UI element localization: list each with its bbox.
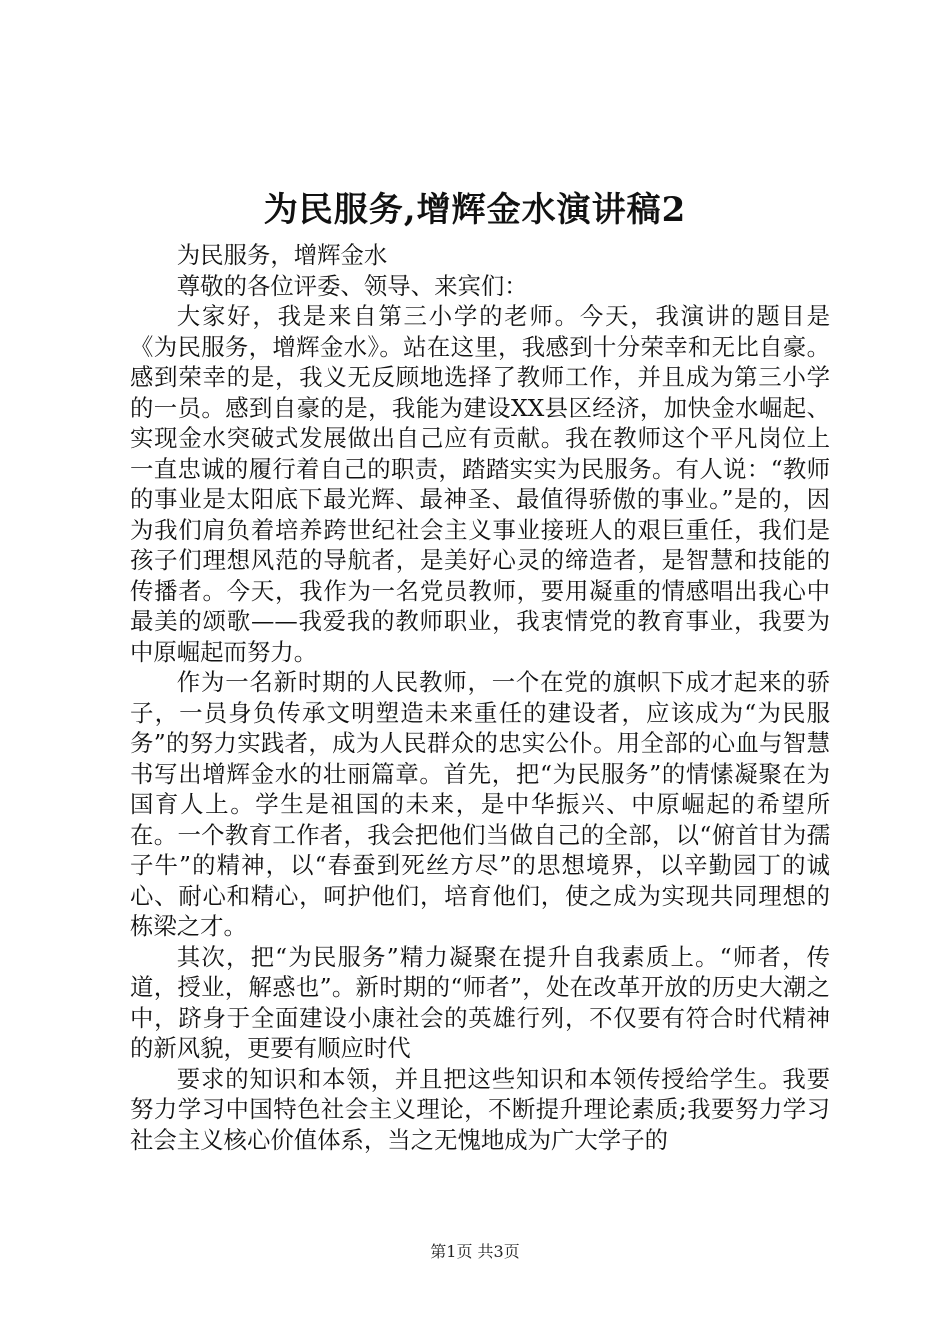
document-body	[130, 240, 830, 1155]
paragraph-2: 作为一名新时期的人民教师，一个在党的旗帜下成才起来的骄子，一员身负传承文明塑造未来重任的建设者，应该成为“为民服务”的努力实践者，成为人民群众的忠实公仆。用全部的心血与智慧书写出增辉金水的壮丽篇章。首先，把“为民服务”的情愫凝聚在为国育人上。学生是祖国的未来，是中华振兴、中原崛起的希望所在。一个教育工作者，我会把他们当做自己的全部，以“俯首甘为孺子牛”的精神，以“春蚕到死丝方尽”的思想境界，以辛勤园丁的诚心、耐心和精心，呵护他们，培育他们，使之成为实现共同理想的栋梁之才。	[130, 668, 830, 940]
paragraph-3: 其次，把“为民服务”精力凝聚在提升自我素质上。“师者，传道，授业，解惑也”。新时期的“师者”，处在改革开放的历史大潮之中，跻身于全面建设小康社会的英雄行列，不仅要有符合时代精神的新风貌，更要有顺应时代	[130, 942, 830, 1062]
paragraph-salutation: 尊敬的各位评委、领导、来宾们：	[176, 271, 528, 300]
paragraph-subtitle: 为民服务，增辉金水	[176, 241, 388, 269]
page-footer: 第1页 共3页	[430, 1242, 520, 1261]
paragraph-4: 要求的知识和本领，并且把这些知识和本领传授给学生。我要努力学习中国特色社会主义理论，不断提升理论素质;我要努力学习社会主义核心价值体系，当之无愧地成为广大学子的	[130, 1064, 830, 1154]
document-title: 为民服务,增辉金水演讲稿2	[263, 190, 687, 230]
paragraph-1: 大家好，我是来自第三小学的老师。今天，我演讲的题目是《为民服务，增辉金水》。站在这里，我感到十分荣幸和无比自豪。感到荣幸的是，我义无反顾地选择了教师工作，并且成为第三小学的一员。感到自豪的是，我能为建设XX县区经济，加快金水崛起、实现金水突破式发展做出自己应有贡献。我在教师这个平凡岗位上一直忠诚的履行着自己的职责，踏踏实实为民服务。有人说：“教师的事业是太阳底下最光辉、最神圣、最值得骄傲的事业。”是的，因为我们肩负着培养跨世纪社会主义事业接班人的艰巨重任，我们是孩子们理想风范的导航者，是美好心灵的缔造者，是智慧和技能的传播者。今天，我作为一名党员教师，要用凝重的情感唱出我心中最美的颂歌——我爱我的教师职业，我衷情党的教育事业，我要为中原崛起而努力。	[130, 302, 830, 666]
